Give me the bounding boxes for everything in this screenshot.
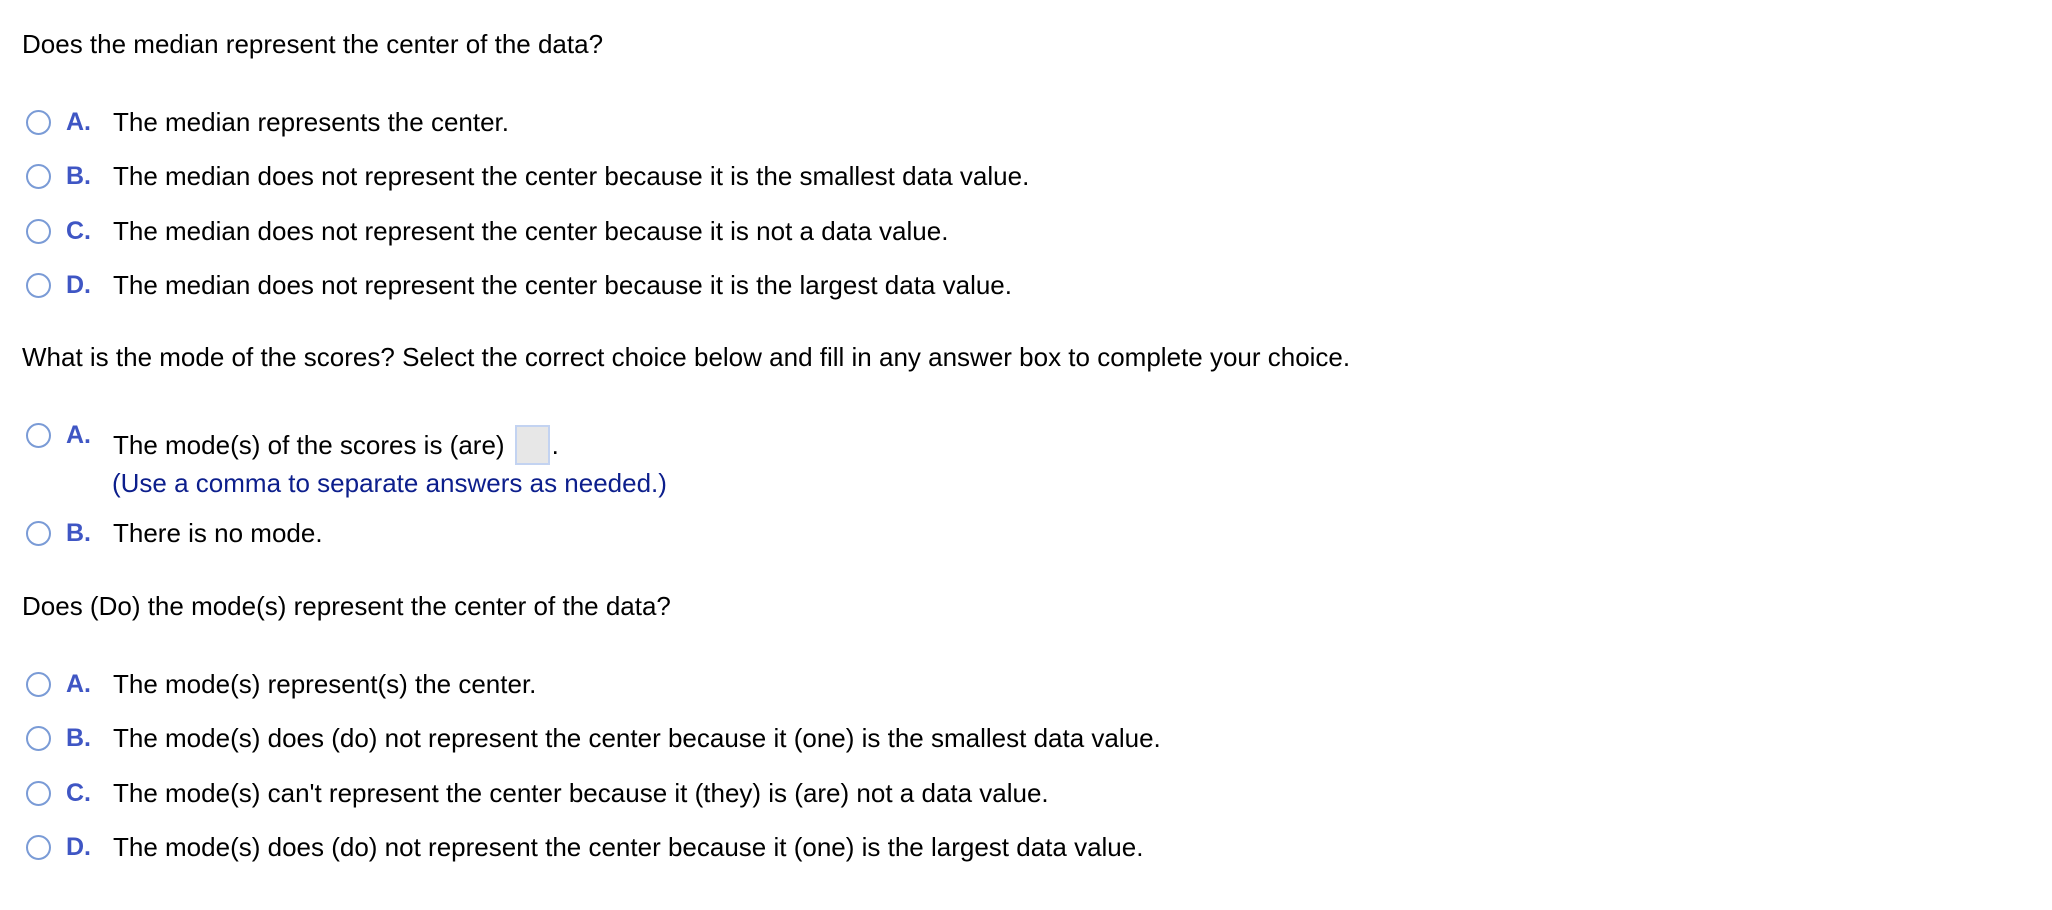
q2-option-a-content [113, 425, 559, 465]
q1-option-a[interactable] [26, 107, 509, 137]
q3-option-b-letter: B. [66, 723, 91, 752]
q1-option-c-radio[interactable] [26, 219, 51, 244]
q1-option-d-text: The median does not represent the center because it is the largest data value. [113, 269, 1012, 300]
q3-option-b-text: The mode(s) does (do) not represent the center because it (one) is the smallest data value. [113, 722, 1161, 753]
q1-option-d-letter: D. [66, 270, 91, 299]
q3-option-a-letter: A. [66, 669, 91, 698]
q3-option-a-text: The mode(s) represent(s) the center. [113, 668, 537, 699]
q3-option-d[interactable] [26, 832, 1143, 862]
q2-option-b-text: There is no mode. [113, 517, 323, 548]
question-median-center: Does the median represent the center of the data? [22, 29, 604, 59]
q2-option-a-radio[interactable] [26, 423, 51, 448]
mode-answer-box[interactable] [515, 425, 550, 465]
q2-option-a[interactable] [26, 423, 559, 463]
q2-option-b-radio[interactable] [26, 521, 51, 546]
q3-option-d-radio[interactable] [26, 835, 51, 860]
q1-option-c-letter: C. [66, 216, 91, 245]
question-mode-center: Does (Do) the mode(s) represent the center of the data? [22, 591, 671, 621]
q3-option-d-letter: D. [66, 832, 91, 861]
q1-option-d[interactable] [26, 270, 1012, 300]
q2-option-a-letter: A. [66, 421, 91, 449]
q1-option-d-radio[interactable] [26, 273, 51, 298]
q3-option-c-text: The mode(s) can't represent the center because it (they) is (are) not a data value. [113, 777, 1049, 808]
q2-option-b[interactable] [26, 518, 323, 548]
q1-option-b-letter: B. [66, 161, 91, 190]
q3-option-a[interactable] [26, 669, 536, 699]
q1-option-b[interactable] [26, 161, 1029, 191]
q3-option-b-radio[interactable] [26, 726, 51, 751]
q1-option-a-letter: A. [66, 107, 91, 136]
q3-option-c-radio[interactable] [26, 781, 51, 806]
q3-option-c[interactable] [26, 778, 1049, 808]
q3-option-d-text: The mode(s) does (do) not represent the center because it (one) is the largest data value. [113, 831, 1144, 862]
q1-option-c-text: The median does not represent the center because it is not a data value. [113, 215, 949, 246]
q3-option-b[interactable] [26, 723, 1161, 753]
q2-option-a-period: . [551, 429, 559, 460]
q2-option-b-letter: B. [66, 518, 91, 547]
q3-option-a-radio[interactable] [26, 672, 51, 697]
q1-option-a-radio[interactable] [26, 110, 51, 135]
q3-option-c-letter: C. [66, 778, 91, 807]
q1-option-a-text: The median represents the center. [113, 106, 510, 137]
question-mode-of-scores: What is the mode of the scores? Select the correct choice below and fill in any answer box to complete your choice. [22, 342, 1351, 372]
q1-option-c[interactable] [26, 216, 948, 246]
q1-option-b-radio[interactable] [26, 164, 51, 189]
q2-option-a-text: The mode(s) of the scores is (are) [113, 429, 505, 460]
q1-option-b-text: The median does not represent the center because it is the smallest data value. [113, 160, 1030, 191]
q2-option-a-hint: (Use a comma to separate answers as needed.) [112, 468, 667, 498]
